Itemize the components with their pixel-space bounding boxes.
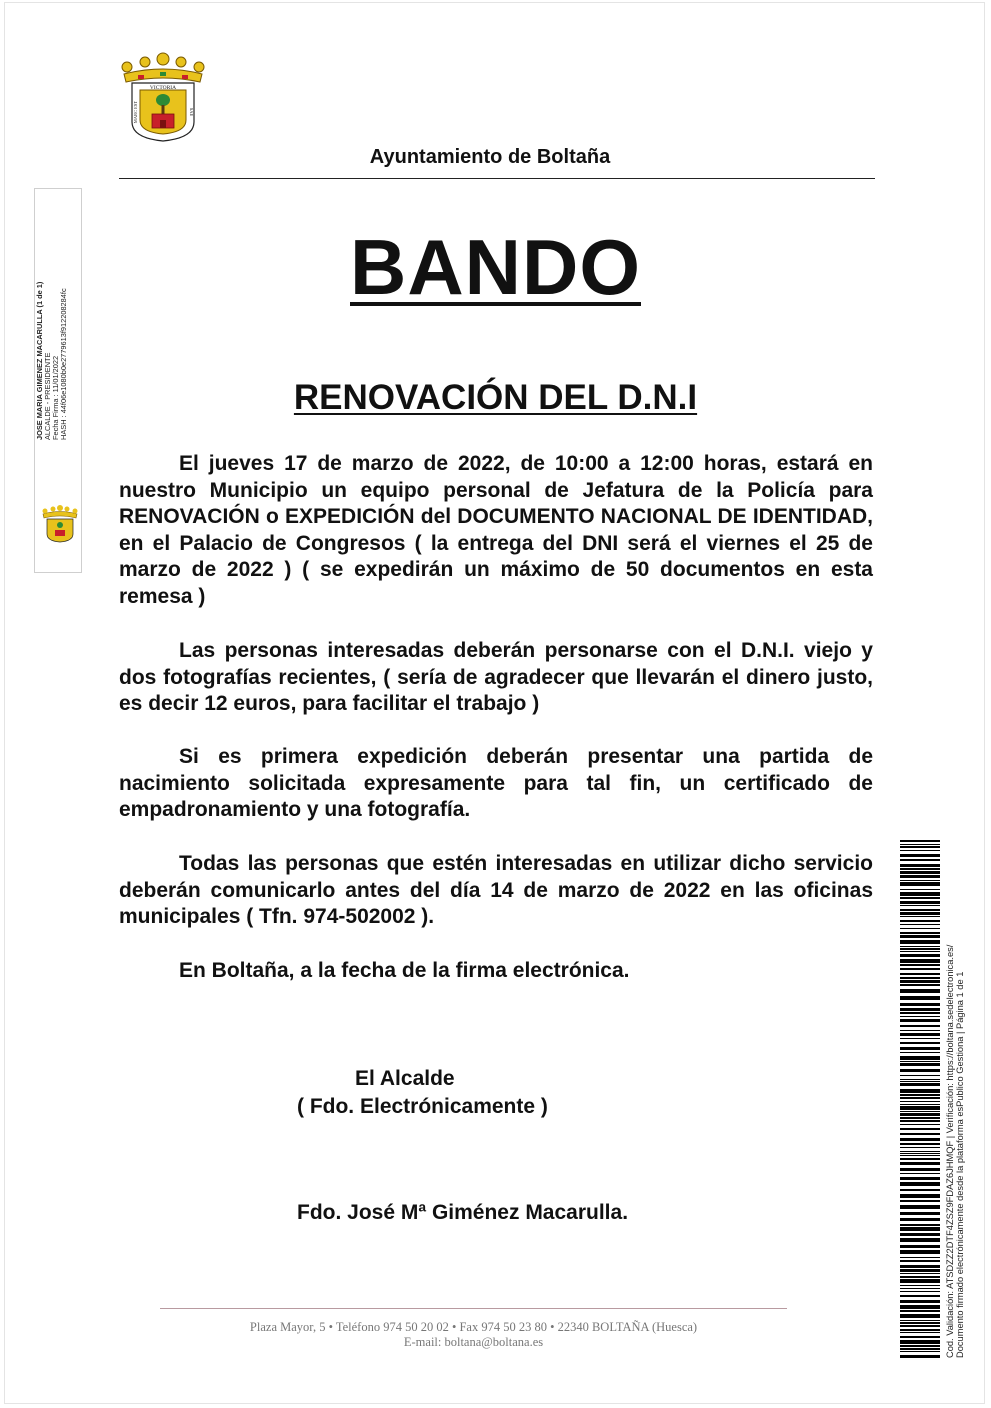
footer-address: Plaza Mayor, 5 • Teléfono 974 50 20 02 • Fax 974 50 23 80 • 22340 BOLTAÑA (Huesca) <box>249 1320 698 1334</box>
barcode-bar <box>900 892 940 896</box>
barcode-bar <box>900 948 940 950</box>
barcode-bar <box>900 1355 940 1358</box>
barcode-bar <box>900 951 940 952</box>
barcode-bar <box>900 1019 940 1022</box>
barcode-bar <box>900 1345 940 1347</box>
barcode-bar <box>900 912 940 915</box>
barcode-bar <box>900 1117 940 1119</box>
barcode-bar <box>900 973 940 975</box>
barcode-bar <box>900 1305 940 1309</box>
barcode-bar <box>900 1120 940 1122</box>
barcode-bar <box>900 1189 940 1191</box>
barcode-bar <box>900 1348 940 1350</box>
barcode-bar <box>900 1205 940 1209</box>
barcode-bar <box>900 1340 940 1344</box>
header-divider <box>119 178 875 179</box>
barcode-bar <box>900 1288 940 1289</box>
barcode-bar <box>900 1233 940 1236</box>
barcode-bar <box>900 1081 940 1082</box>
barcode-bar <box>900 980 940 983</box>
barcode-bar <box>900 928 940 929</box>
body-paragraph: El jueves 17 de marzo de 2022, de 10:00 a 12:00 horas, estará en nuestro Municipio un equipo personal de Jefatura de la Policía para RENOVACIÓN o EXPEDICIÓN del DOCUMENTO NACIONAL DE IDENTIDAD, en el Palacio de Congresos ( la entrega del DNI será el viernes el 25 de marzo de 2022 ) ( se expedirán un máximo de 50 documentos en esta remesa ) <box>119 452 873 608</box>
barcode-bar <box>900 840 940 842</box>
barcode-bar <box>900 1295 940 1297</box>
barcode-bar <box>900 905 940 906</box>
barcode-bar <box>900 989 940 993</box>
barcode-bar <box>900 1285 940 1286</box>
footer-email: E-mail: boltana@boltana.es <box>403 1335 544 1349</box>
barcode-bar <box>900 954 940 957</box>
barcode-bar <box>900 868 940 870</box>
barcode-bar <box>900 1101 940 1102</box>
barcode-bar <box>900 897 940 899</box>
barcode-bar <box>900 1033 940 1036</box>
barcode-bar <box>900 1162 940 1165</box>
barcode-bar <box>900 1042 940 1044</box>
barcode-bar <box>900 1056 940 1060</box>
body-paragraph: Todas las personas que estén interesadas en utilizar dicho servicio deberán comunicarlo antes del día 14 de marzo de 2022 en las oficinas municipales ( Tfn. 974-502002 ). <box>119 852 873 928</box>
barcode-bar <box>900 1143 940 1145</box>
barcode-bar <box>900 1250 940 1254</box>
barcode-bar <box>900 1008 940 1011</box>
barcode-bar <box>900 977 940 979</box>
barcode-bar <box>900 1273 940 1274</box>
barcode-bar <box>900 1269 940 1272</box>
barcode-bar <box>900 940 940 944</box>
barcode-bar <box>900 1194 940 1198</box>
signature-stamp-text <box>36 240 68 440</box>
shield-icon <box>132 83 194 141</box>
barcode-bar <box>900 1106 940 1110</box>
validation-platform: Documento firmado electrónicamente desde la plataforma esPublico Gestiona | Página 1 de 1 <box>955 971 965 1358</box>
barcode-bar <box>900 1276 940 1278</box>
barcode-bar <box>900 1151 940 1152</box>
signature-method: ( Fdo. Electrónicamente ) <box>297 1095 548 1118</box>
barcode-bar <box>900 1133 940 1135</box>
barcode-bar <box>900 1155 940 1156</box>
validation-code: Cod. Validación: ATSDZZ2DTF4ZSZ9FDAZ6JHMQF | Verificación: https://boltana.sedelectronica.es/ <box>945 944 955 1358</box>
barcode-bar <box>900 1158 940 1160</box>
barcode-bar <box>900 844 940 845</box>
barcode-bar <box>900 1104 940 1105</box>
barcode-bar <box>900 850 940 851</box>
barcode-bar <box>900 1260 940 1262</box>
barcode-bar <box>900 1314 940 1318</box>
barcode-bar <box>900 882 940 886</box>
body-paragraph: Las personas interesadas deberán personarse con el D.N.I. viejo y dos fotografías recientes, ( sería de agradecer que llevarán el dinero justo, es decir 12 euros, para facilitar el trabajo ) <box>119 639 873 715</box>
barcode-bar <box>900 1177 940 1180</box>
barcode-bar <box>900 901 940 904</box>
barcode-bar <box>900 1147 940 1148</box>
barcode-bar <box>900 1168 940 1171</box>
barcode-bar <box>900 1038 940 1039</box>
barcode-bar <box>900 1094 940 1096</box>
signatory-name: Fdo. José Mª Giménez Macarulla. <box>297 1201 629 1224</box>
barcode-bar <box>900 859 940 861</box>
barcode-bar <box>900 871 940 874</box>
barcode-bar <box>900 1025 940 1027</box>
validation-text <box>945 838 965 1358</box>
barcode-bar <box>900 964 940 966</box>
barcode-bar <box>900 1173 940 1174</box>
boltana-coat-of-arms-logo <box>118 50 208 142</box>
barcode-bar <box>900 1083 940 1086</box>
barcode-bar <box>900 1182 940 1186</box>
stamp-hash: HASH : 44f06e1080b0e2779613f912208284fc <box>59 288 68 440</box>
body-paragraph: Si es primera expedición deberán presentar una partida de nacimiento solicitada expresamente para tal fin, un certificado de empadronamiento y una fotografía. <box>119 745 873 821</box>
barcode-bar <box>900 1003 940 1006</box>
barcode-bar <box>900 1069 940 1072</box>
barcode-bar <box>900 1097 940 1099</box>
barcode-bar <box>900 1128 940 1130</box>
barcode-bar <box>900 968 940 970</box>
barcode-bar <box>900 1291 940 1292</box>
stamp-role: ALCALDE - PRESIDENTE <box>43 352 52 440</box>
barcode-bar <box>900 1218 940 1221</box>
barcode-bar <box>900 1332 940 1333</box>
svg-text:VICTORIA: VICTORIA <box>149 85 177 91</box>
document-title: BANDO <box>350 223 641 311</box>
svg-text:SAE: SAE <box>189 107 194 117</box>
stamp-signer: JOSE MARIA GIMENEZ MACARULLA (1 de 1) <box>35 281 44 440</box>
crown-icon <box>122 53 204 82</box>
barcode <box>900 840 940 1358</box>
barcode-bar <box>900 920 940 922</box>
barcode-bar <box>900 1322 940 1324</box>
barcode-bar <box>900 1016 940 1017</box>
barcode-bar <box>900 1238 940 1242</box>
signature-title: El Alcalde <box>355 1067 455 1090</box>
barcode-bar <box>900 864 940 867</box>
barcode-bar <box>900 1052 940 1053</box>
barcode-bar <box>900 1265 940 1268</box>
barcode-bar <box>900 854 940 857</box>
barcode-bar <box>900 1124 940 1125</box>
document-subject: RENOVACIÓN DEL D.N.I <box>293 378 698 417</box>
barcode-bar <box>900 1089 940 1093</box>
barcode-bar <box>900 1138 940 1141</box>
barcode-bar <box>900 1310 940 1312</box>
stamp-date: Fecha Firma : 11/01/2022 <box>51 355 60 440</box>
barcode-bar <box>900 984 940 986</box>
barcode-bar <box>900 1224 940 1226</box>
barcode-bar <box>900 1063 940 1066</box>
barcode-bar <box>900 1111 940 1112</box>
barcode-bar <box>900 889 940 890</box>
barcode-bar <box>900 1079 940 1080</box>
barcode-bar <box>900 1227 940 1231</box>
barcode-bar <box>900 1245 940 1248</box>
barcode-bar <box>900 1153 940 1154</box>
barcode-bar <box>900 846 940 848</box>
barcode-bar <box>900 1113 940 1116</box>
barcode-bar <box>900 1279 940 1283</box>
barcode-bar <box>900 1030 940 1031</box>
barcode-bar <box>900 1329 940 1331</box>
barcode-bar <box>900 932 940 934</box>
barcode-bar <box>900 1061 940 1062</box>
organization-name: Ayuntamiento de Boltaña <box>369 146 611 168</box>
closing-line: En Boltaña, a la fecha de la firma electrónica. <box>179 959 630 982</box>
barcode-bar <box>900 959 940 963</box>
barcode-bar <box>900 1320 940 1321</box>
barcode-bar <box>900 916 940 917</box>
barcode-bar <box>900 1300 940 1303</box>
barcode-bar <box>900 996 940 1000</box>
barcode-bar <box>900 1047 940 1050</box>
barcode-bar <box>900 880 940 881</box>
barcode-bar <box>900 875 940 878</box>
stamp-crest-icon <box>39 505 81 543</box>
barcode-bar <box>900 924 940 925</box>
barcode-bar <box>900 1212 940 1215</box>
barcode-bar <box>900 1325 940 1327</box>
barcode-bar <box>900 909 940 911</box>
barcode-bar <box>900 946 940 947</box>
barcode-bar <box>900 1075 940 1076</box>
barcode-bar <box>900 1336 940 1338</box>
barcode-bar <box>900 1200 940 1202</box>
barcode-bar <box>900 935 940 938</box>
barcode-bar <box>900 1257 940 1258</box>
footer-divider <box>160 1308 787 1309</box>
svg-text:MARC EST: MARC EST <box>133 100 138 124</box>
barcode-bar <box>900 1012 940 1014</box>
barcode-bar <box>900 1351 940 1352</box>
